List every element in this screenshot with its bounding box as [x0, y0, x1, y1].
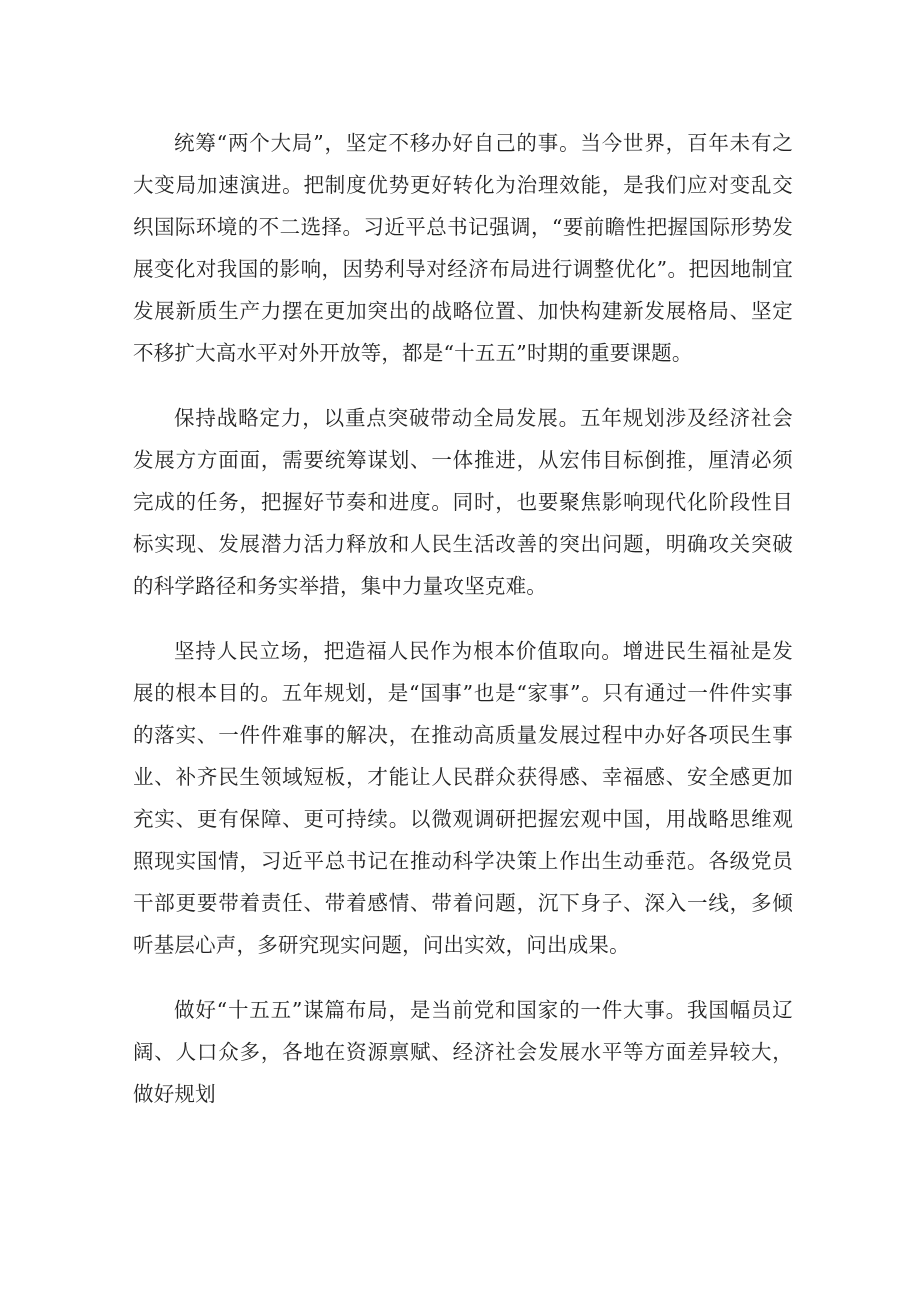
paragraph-people-centered: 坚持人民立场，把造福人民作为根本价值取向。增进民生福祉是发展的根本目的。五年规划，是“国事”也是“家事”。只有通过一件件实事的落实、一件件难事的解决，在推动高质量发展过程中办好各项民生事业、补齐民生领域短板，才能让人民群众获得感、幸福感、安全感更加充实、更有保障、更可持续。以微观调研把握宏观中国，用战略思维观照现实国情，习近平总书记在推动科学决策上作出生动垂范。各级党员干部更要带着责任、带着感情、带着问题，沉下身子、深入一线，多倾听基层心声，多研究现实问题，问出实效，问出成果。: [133, 639, 793, 957]
paragraph-strategic-focus: 保持战略定力，以重点突破带动全局发展。五年规划涉及经济社会发展方方面面，需要统筹谋划、一体推进，从宏伟目标倒推，厘清必须完成的任务，把握好节奏和进度。同时，也要聚焦影响现代化阶段性目标实现、发展潜力活力释放和人民生活改善的突出问题，明确攻关突破的科学路径和务实举措，集中力量攻坚克难。: [133, 406, 793, 598]
document-body: [133, 122, 793, 1115]
paragraph-planning-layout: 做好“十五五”谋篇布局，是当前党和国家的一件大事。我国幅员辽阔、人口众多，各地在资源禀赋、经济社会发展水平等方面差异较大，做好规划: [133, 998, 793, 1106]
paragraph-two-overall-situations: 统筹“两个大局”，坚定不移办好自己的事。当今世界，百年未有之大变局加速演进。把制度优势更好转化为治理效能，是我们应对变乱交织国际环境的不二选择。习近平总书记强调，“要前瞻性把握国际形势发展变化对我国的影响，因势利导对经济布局进行调整优化”。把因地制宜发展新质生产力摆在更加突出的战略位置、加快构建新发展格局、坚定不移扩大高水平对外开放等，都是“十五五”时期的重要课题。: [133, 131, 793, 365]
